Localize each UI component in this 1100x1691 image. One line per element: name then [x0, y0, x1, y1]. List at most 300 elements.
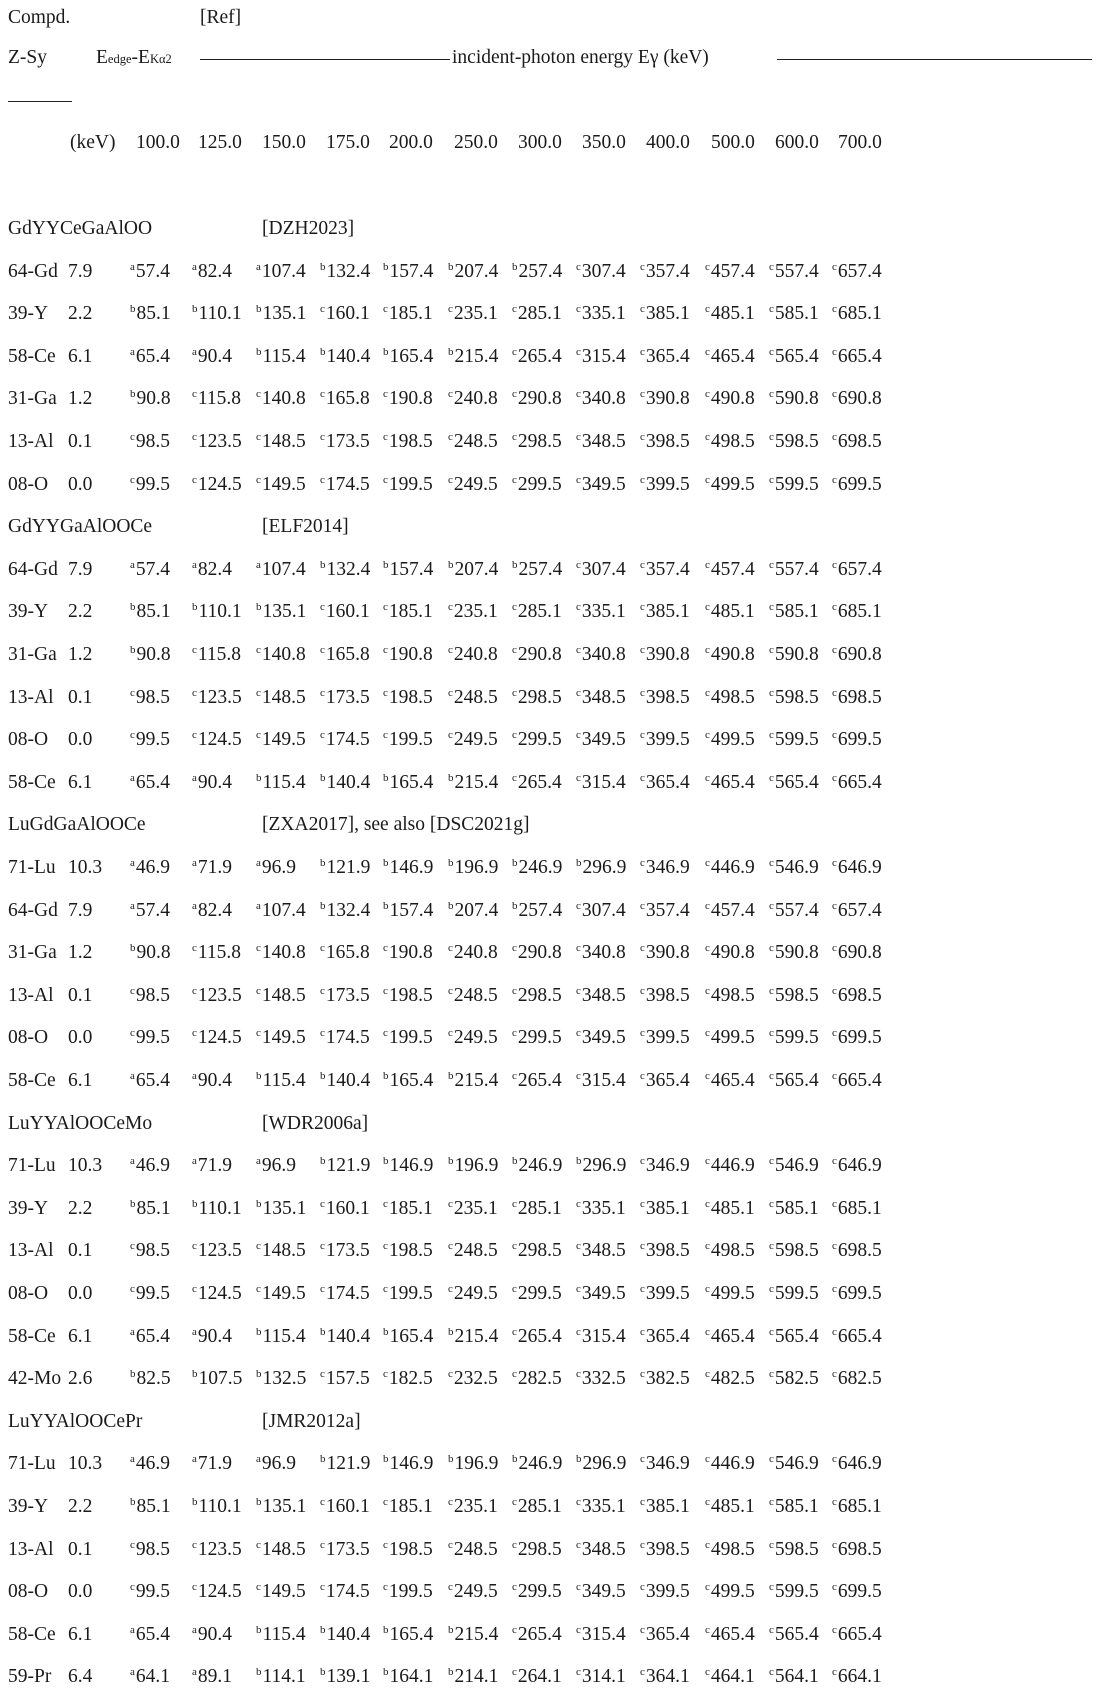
energy-value: 340.8 — [581, 388, 626, 410]
energy-value: 498.5 — [710, 984, 755, 1006]
energy-value: 499.5 — [710, 473, 755, 495]
footnote-mark: c — [320, 942, 325, 955]
footnote-mark: c — [512, 771, 517, 784]
energy-value: 285.1 — [517, 601, 562, 623]
footnote-mark: b — [320, 558, 326, 571]
energy-value: 599.5 — [774, 1283, 819, 1304]
energy-value: 285.1 — [517, 303, 562, 325]
footnote-mark: c — [640, 1283, 645, 1295]
energy-cell — [192, 986, 242, 1006]
energy-cell — [320, 1028, 370, 1048]
energy-cell — [576, 1497, 626, 1517]
energy-value: 646.9 — [837, 857, 882, 878]
energy-value: 165.4 — [389, 771, 434, 793]
energy-value: 698.5 — [837, 431, 882, 452]
edge-energy: 10.3 — [68, 1453, 103, 1475]
edge-energy: 6.1 — [68, 1623, 93, 1645]
energy-value: 82.4 — [197, 558, 233, 580]
footnote-mark: c — [705, 1496, 710, 1508]
footnote-mark: c — [512, 1538, 517, 1551]
energy-cell — [256, 1156, 296, 1176]
energy-cell — [320, 943, 370, 963]
table-row — [0, 1028, 1100, 1052]
energy-value: 173.5 — [325, 686, 370, 708]
footnote-mark: c — [705, 601, 710, 614]
energy-cell — [130, 1327, 170, 1347]
energy-cell — [192, 773, 232, 793]
footnote-mark: c — [769, 303, 774, 316]
energy-value: 398.5 — [645, 1240, 690, 1262]
energy-value: 65.4 — [135, 1070, 171, 1091]
energy-cell — [130, 1028, 170, 1048]
footnote-mark: a — [130, 899, 135, 912]
energy-cell — [705, 858, 755, 878]
energy-value: 357.4 — [645, 260, 690, 282]
edge-energy: 2.2 — [68, 1197, 93, 1219]
footnote-mark: b — [383, 1070, 389, 1082]
footnote-mark: c — [448, 1240, 453, 1253]
energy-cell — [640, 1028, 690, 1048]
footnote-mark: c — [320, 1496, 325, 1508]
energy-value: 99.5 — [135, 1027, 171, 1049]
energy-value: 215.4 — [454, 1325, 499, 1347]
energy-cell — [769, 262, 819, 282]
footnote-mark: c — [130, 1027, 135, 1040]
footnote-mark: a — [130, 1666, 135, 1679]
energy-value: 557.4 — [774, 260, 819, 282]
footnote-mark: b — [192, 1496, 198, 1508]
energy-cell — [383, 773, 433, 793]
footnote-mark: c — [320, 1240, 325, 1253]
footnote-mark: b — [256, 1070, 262, 1082]
footnote-mark: a — [256, 899, 261, 912]
table-row — [0, 1667, 1100, 1691]
energy-value: 349.5 — [581, 473, 626, 495]
energy-value: 699.5 — [837, 1581, 882, 1603]
footnote-mark: b — [256, 1325, 262, 1338]
footnote-mark: c — [512, 1325, 517, 1338]
energy-cell — [130, 986, 170, 1006]
edge-energy: 2.2 — [68, 1496, 93, 1517]
energy-cell — [448, 943, 498, 963]
energy-value: 546.9 — [774, 857, 819, 878]
energy-cell — [832, 943, 882, 963]
energy-cell — [640, 602, 690, 622]
compound-name: GdYYCeGaAlOO — [8, 218, 153, 239]
energy-cell — [576, 432, 626, 452]
energy-value: 485.1 — [710, 303, 755, 325]
footnote-mark: c — [320, 984, 325, 997]
element-symbol: 39-Y — [8, 303, 49, 325]
energy-value: 99.5 — [135, 1283, 171, 1304]
energy-cell — [192, 1369, 242, 1389]
energy-value: 139.1 — [326, 1666, 371, 1688]
energy-cell — [512, 1284, 562, 1304]
energy-value: 599.5 — [774, 473, 819, 495]
energy-cell — [383, 1028, 433, 1048]
table-row — [0, 262, 1100, 286]
energy-cell — [576, 602, 626, 622]
footnote-mark: a — [130, 1070, 135, 1082]
table-row — [0, 432, 1100, 456]
energy-cell — [383, 943, 433, 963]
energy-value: 215.4 — [454, 771, 499, 793]
energy-value: 199.5 — [388, 729, 433, 751]
energy-value: 248.5 — [453, 686, 498, 708]
energy-cell — [448, 262, 498, 282]
energy-cell — [130, 730, 170, 750]
energy-value: 685.1 — [837, 1197, 882, 1219]
footnote-mark: c — [383, 1027, 388, 1040]
footnote-mark: c — [576, 303, 581, 316]
energy-cell — [576, 986, 626, 1006]
energy-value: 90.8 — [136, 644, 171, 665]
energy-value: 646.9 — [837, 1453, 882, 1475]
energy-value: 96.9 — [261, 1453, 297, 1475]
energy-cell — [640, 1625, 690, 1645]
energy-cell — [256, 1071, 306, 1091]
energy-value: 115.4 — [262, 1070, 306, 1091]
energy-value: 114.1 — [262, 1666, 306, 1688]
energy-value: 157.5 — [325, 1368, 370, 1390]
footnote-mark: a — [192, 1070, 197, 1082]
energy-cell — [640, 943, 690, 963]
energy-cell — [448, 304, 498, 324]
energy-cell — [320, 1582, 370, 1602]
energy-value: 257.4 — [518, 260, 563, 282]
energy-cell — [512, 1625, 562, 1645]
footnote-mark: a — [130, 857, 135, 869]
energy-value: 335.1 — [581, 601, 626, 623]
energy-cell — [130, 262, 170, 282]
table-row — [0, 1497, 1100, 1521]
footnote-mark: c — [320, 1197, 325, 1210]
footnote-mark: c — [130, 1283, 135, 1295]
energy-value: 598.5 — [774, 984, 819, 1006]
edge-energy: 2.2 — [68, 601, 93, 623]
footnote-mark: c — [383, 1538, 388, 1551]
footnote-mark: c — [130, 473, 135, 486]
footnote-mark: c — [130, 984, 135, 997]
energy-cell — [130, 1540, 170, 1560]
energy-cell — [576, 475, 626, 495]
energy-value: 485.1 — [710, 1496, 755, 1517]
element-symbol: 71-Lu — [8, 1155, 56, 1177]
energy-cell — [256, 560, 306, 580]
element-symbol: 58-Ce — [8, 1325, 56, 1347]
footnote-mark: c — [383, 1368, 388, 1381]
energy-value: 140.8 — [261, 942, 306, 964]
energy-value: 699.5 — [837, 1027, 882, 1049]
energy-cell — [576, 262, 626, 282]
footnote-mark: c — [769, 899, 774, 912]
energy-value: 398.5 — [645, 686, 690, 708]
energy-value: 299.5 — [517, 729, 562, 751]
energy-cell — [320, 389, 370, 409]
energy-value: 657.4 — [837, 260, 882, 282]
energy-cell — [448, 1327, 498, 1347]
footnote-mark: c — [130, 686, 135, 699]
compound-ref: [JMR2012a] — [262, 1410, 361, 1432]
energy-rule-right — [777, 59, 1092, 60]
energy-value: 140.4 — [326, 1070, 371, 1091]
footnote-mark: c — [705, 1453, 710, 1466]
footnote-mark: c — [769, 431, 774, 443]
footnote-mark: b — [448, 1666, 454, 1679]
energy-cell — [832, 560, 882, 580]
energy-value: 174.5 — [325, 473, 370, 495]
element-symbol: 13-Al — [8, 1240, 54, 1262]
footnote-mark: c — [576, 1496, 581, 1508]
energy-value: 46.9 — [135, 857, 171, 878]
footnote-mark: c — [192, 388, 197, 401]
element-symbol: 39-Y — [8, 601, 49, 623]
energy-cell — [512, 304, 562, 324]
footnote-mark: b — [383, 899, 389, 912]
footnote-mark: a — [256, 857, 261, 869]
energy-cell — [832, 1241, 882, 1261]
energy-cell — [256, 1284, 306, 1304]
energy-value: 110.1 — [198, 1496, 242, 1517]
energy-value: 296.9 — [582, 857, 627, 878]
energy-cell — [130, 1625, 170, 1645]
energy-cell — [832, 432, 882, 452]
energy-value: 348.5 — [581, 1240, 626, 1262]
energy-value: 115.8 — [197, 644, 242, 665]
energy-cell — [448, 1241, 498, 1261]
footnote-mark: c — [769, 857, 774, 869]
energy-cell — [832, 1284, 882, 1304]
footnote-mark: c — [640, 1027, 645, 1040]
energy-cell — [448, 1582, 498, 1602]
energy-cell — [192, 1454, 232, 1474]
element-symbol: 31-Ga — [8, 644, 57, 665]
footnote-mark: c — [832, 431, 837, 443]
footnote-mark: c — [576, 644, 581, 656]
footnote-mark: c — [705, 473, 710, 486]
energy-value: 298.5 — [517, 1538, 562, 1560]
energy-value: 465.4 — [710, 771, 755, 793]
energy-value: 482.5 — [710, 1368, 755, 1390]
energy-value: 165.4 — [389, 1070, 434, 1091]
footnote-mark: b — [512, 260, 518, 273]
edge-energy: 7.9 — [68, 558, 93, 580]
energy-cell — [448, 1667, 498, 1687]
energy-cell — [383, 1667, 433, 1687]
energy-cell — [448, 475, 498, 495]
table-row — [0, 304, 1100, 328]
energy-cell — [832, 1156, 882, 1176]
energy-value: 257.4 — [518, 899, 563, 921]
energy-cell — [832, 1199, 882, 1219]
energy-value: 499.5 — [710, 1581, 755, 1603]
energy-cell — [769, 1497, 819, 1517]
table-row — [0, 688, 1100, 712]
energy-value: 57.4 — [135, 899, 171, 921]
energy-cell — [576, 1156, 626, 1176]
energy-value: 265.4 — [517, 345, 562, 367]
energy-cell — [320, 1497, 370, 1517]
footnote-mark: c — [320, 473, 325, 486]
footnote-mark: a — [130, 558, 135, 571]
energy-cell — [705, 432, 755, 452]
energy-value: 198.5 — [388, 686, 433, 708]
energy-value: 123.5 — [197, 431, 242, 452]
energy-cell — [512, 730, 562, 750]
energy-cell — [576, 1369, 626, 1389]
footnote-mark: b — [512, 1155, 518, 1168]
energy-value: 165.8 — [325, 388, 370, 410]
footnote-mark: b — [383, 1155, 389, 1168]
footnote-mark: c — [640, 1070, 645, 1082]
footnote-mark: b — [130, 303, 136, 316]
energy-cell — [448, 1369, 498, 1389]
energy-value: 90.4 — [197, 771, 233, 793]
energy-cell — [576, 773, 626, 793]
energy-cell — [320, 1327, 370, 1347]
energy-cell — [576, 1028, 626, 1048]
energy-value: 115.4 — [262, 1623, 306, 1645]
energy-value: 99.5 — [135, 473, 171, 495]
energy-value: 135.1 — [262, 601, 307, 623]
compound-ref: [ELF2014] — [262, 516, 349, 538]
energy-value: 123.5 — [197, 1240, 242, 1262]
footnote-mark: c — [512, 729, 517, 742]
energy-cell — [769, 645, 819, 665]
energy-value: 115.4 — [262, 771, 306, 793]
energy-cell — [576, 645, 626, 665]
energy-value: 265.4 — [517, 771, 562, 793]
energy-cell — [320, 858, 370, 878]
energy-cell — [576, 730, 626, 750]
energy-value: 140.8 — [261, 388, 306, 410]
energy-value: 185.1 — [388, 601, 433, 623]
energy-cell — [192, 389, 241, 409]
footnote-mark: c — [832, 942, 837, 955]
energy-column-header: 175.0 — [326, 132, 370, 153]
energy-value: 399.5 — [645, 1027, 690, 1049]
energy-cell — [383, 1369, 433, 1389]
energy-value: 665.4 — [837, 1070, 882, 1091]
footnote-mark: c — [320, 431, 325, 443]
energy-cell — [705, 901, 755, 921]
energy-value: 160.1 — [325, 303, 370, 325]
energy-value: 315.4 — [581, 1070, 626, 1091]
table-row — [0, 730, 1100, 754]
footnote-mark: c — [448, 644, 453, 656]
energy-value: 85.1 — [136, 1197, 171, 1219]
footnote-mark: c — [576, 260, 581, 273]
element-symbol: 71-Lu — [8, 1453, 56, 1475]
energy-cell — [448, 1540, 498, 1560]
footnote-mark: c — [769, 1283, 774, 1295]
energy-value: 82.4 — [197, 260, 233, 282]
footnote-mark: b — [383, 771, 389, 784]
element-symbol: 31-Ga — [8, 388, 57, 410]
footnote-mark: c — [383, 1240, 388, 1253]
footnote-mark: c — [256, 1283, 261, 1295]
footnote-mark: c — [576, 1283, 581, 1295]
footnote-mark: b — [448, 857, 454, 869]
energy-cell — [512, 1241, 562, 1261]
energy-cell — [192, 1071, 232, 1091]
edge-energy: 6.1 — [68, 345, 93, 367]
energy-value: 348.5 — [581, 431, 626, 452]
footnote-mark: c — [705, 260, 710, 273]
footnote-mark: b — [512, 1453, 518, 1466]
energy-cell — [192, 1625, 232, 1645]
energy-cell — [192, 858, 232, 878]
energy-value: 185.1 — [388, 1197, 433, 1219]
footnote-mark: c — [256, 1538, 261, 1551]
energy-cell — [256, 1369, 306, 1389]
footnote-mark: c — [705, 899, 710, 912]
energy-value: 390.8 — [645, 942, 690, 964]
edge-header-dash: -E — [131, 47, 150, 68]
energy-cell — [769, 347, 819, 367]
energy-value: 190.8 — [388, 388, 433, 410]
footnote-mark: c — [832, 388, 837, 401]
energy-value: 465.4 — [710, 345, 755, 367]
footnote-mark: b — [576, 1155, 582, 1168]
energy-cell — [769, 1241, 819, 1261]
energy-value: 340.8 — [581, 644, 626, 665]
footnote-mark: c — [320, 729, 325, 742]
energy-cell — [769, 475, 819, 495]
energy-value: 249.5 — [453, 1283, 498, 1304]
energy-cell — [576, 347, 626, 367]
energy-cell — [256, 1241, 306, 1261]
energy-value: 46.9 — [135, 1155, 171, 1177]
energy-value: 160.1 — [325, 601, 370, 623]
energy-cell — [705, 645, 755, 665]
footnote-mark: c — [769, 1453, 774, 1466]
energy-cell — [832, 347, 882, 367]
energy-cell — [130, 773, 170, 793]
energy-value: 699.5 — [837, 1283, 882, 1304]
footnote-mark: b — [256, 345, 262, 358]
energy-cell — [705, 304, 755, 324]
energy-value: 398.5 — [645, 1538, 690, 1560]
table-row — [0, 858, 1100, 882]
footnote-mark: c — [576, 1070, 581, 1082]
energy-value: 349.5 — [581, 1581, 626, 1603]
energy-value: 690.8 — [837, 644, 882, 665]
element-symbol: 31-Ga — [8, 942, 57, 964]
energy-cell — [192, 602, 242, 622]
table-row — [0, 560, 1100, 584]
table-row — [0, 1241, 1100, 1265]
energy-cell — [512, 389, 562, 409]
energy-cell — [576, 901, 626, 921]
energy-value: 132.4 — [326, 260, 371, 282]
energy-value: 235.1 — [453, 601, 498, 623]
energy-cell — [832, 1028, 882, 1048]
footnote-mark: b — [256, 771, 262, 784]
energy-value: 340.8 — [581, 942, 626, 964]
footnote-mark: c — [705, 942, 710, 955]
energy-cell — [512, 1369, 562, 1389]
energy-value: 199.5 — [388, 1581, 433, 1603]
footnote-mark: b — [256, 1197, 262, 1210]
energy-cell — [832, 730, 882, 750]
energy-value: 598.5 — [774, 1240, 819, 1262]
energy-value: 598.5 — [774, 431, 819, 452]
energy-cell — [448, 347, 498, 367]
energy-value: 665.4 — [837, 1623, 882, 1645]
energy-value: 499.5 — [710, 729, 755, 751]
footnote-mark: c — [640, 644, 645, 656]
